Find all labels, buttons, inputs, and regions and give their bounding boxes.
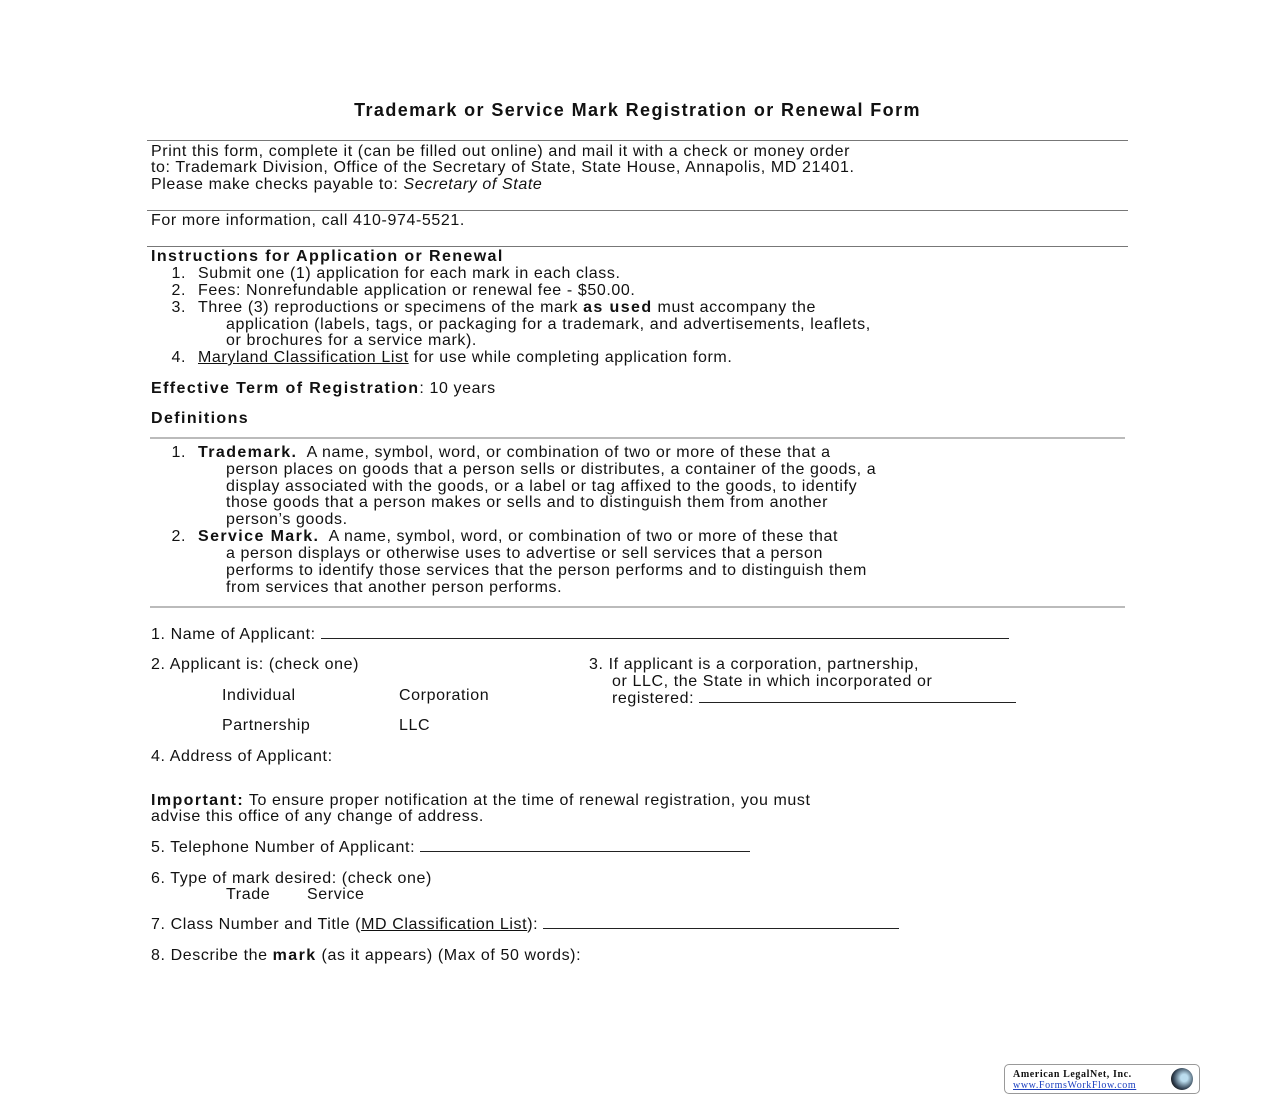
definition-line: a person displays or otherwise uses to advertise or sell services that a person — [226, 545, 824, 562]
divider — [150, 606, 1125, 608]
option-llc[interactable]: LLC — [399, 717, 431, 734]
intro-line-3: Please make checks payable to: Secretary of State — [151, 176, 543, 193]
instruction-1: 1. Submit one (1) application for each mark in each class. — [171, 265, 621, 282]
definition-line: from services that another person performs. — [226, 579, 563, 596]
classification-list-link[interactable]: Maryland Classification List — [198, 349, 409, 366]
important-note-line-2: advise this office of any change of address. — [151, 808, 484, 825]
info-line: For more information, call 410-974-5521. — [151, 212, 465, 229]
name-input[interactable] — [321, 626, 1009, 639]
definition-line: person places on goods that a person sells or distributes, a container of the goods, a — [226, 461, 877, 478]
applicant-type-label: 2. Applicant is: (check one) — [151, 656, 360, 673]
globe-icon — [1171, 1068, 1193, 1090]
class-input[interactable] — [543, 916, 899, 929]
definition-trademark: 1. Trademark. A name, symbol, word, or combination of two or more of these that a — [171, 444, 831, 461]
definition-line: performs to identify those services that the person performs and to distinguish them — [226, 562, 867, 579]
state-field: registered: — [612, 690, 1016, 707]
telephone-field: 5. Telephone Number of Applicant: — [151, 839, 750, 856]
company-url[interactable]: www.FormsWorkFlow.com — [1013, 1080, 1137, 1091]
definition-line: person’s goods. — [226, 511, 348, 528]
state-question-line-2: or LLC, the State in which incorporated or — [612, 673, 933, 690]
state-input[interactable] — [699, 690, 1016, 703]
state-question: 3. If applicant is a corporation, partnership, — [589, 656, 919, 673]
option-corporation[interactable]: Corporation — [399, 687, 490, 704]
divider — [147, 140, 1128, 141]
effective-term: Effective Term of Registration: 10 years — [151, 380, 496, 397]
name-of-applicant-field: 1. Name of Applicant: — [151, 626, 1009, 643]
divider — [147, 246, 1128, 247]
option-partnership[interactable]: Partnership — [222, 717, 311, 734]
intro-line-2: to: Trademark Division, Office of the Secretary of State, State House, Annapolis, MD 21401. — [151, 159, 855, 176]
instruction-3-line-2: application (labels, tags, or packaging for a trademark, and advertisements, leaflets, — [226, 316, 871, 333]
definition-line: those goods that a person makes or sells and to distinguish them from another — [226, 494, 829, 511]
company-name: American LegalNet, Inc. — [1013, 1069, 1132, 1080]
intro-line-1: Print this form, complete it (can be filled out online) and mail it with a check or money order — [151, 143, 851, 160]
option-service[interactable]: Service — [307, 886, 365, 903]
class-number-field: 7. Class Number and Title (MD Classification List): — [151, 916, 899, 933]
instruction-4: 4. Maryland Classification List for use while completing application form. — [171, 349, 733, 366]
definition-line: display associated with the goods, or a label or tag affixed to the goods, to identify — [226, 478, 858, 495]
footer-logo — [1004, 1064, 1200, 1094]
instruction-3: 3. Three (3) reproductions or specimens of the mark as used must accompany the — [171, 299, 816, 316]
divider — [147, 210, 1128, 211]
divider — [150, 437, 1125, 439]
telephone-input[interactable] — [420, 839, 750, 852]
definition-service-mark: 2. Service Mark. A name, symbol, word, or combination of two or more of these that — [171, 528, 839, 545]
option-individual[interactable]: Individual — [222, 687, 296, 704]
instructions-heading: Instructions for Application or Renewal — [151, 248, 504, 265]
describe-mark-label: 8. Describe the mark (as it appears) (Max of 50 words): — [151, 947, 582, 964]
mark-type-label: 6. Type of mark desired: (check one) — [151, 870, 432, 887]
instruction-3-line-3: or brochures for a service mark). — [226, 332, 477, 349]
important-note: Important: To ensure proper notification at the time of renewal registration, you must — [151, 792, 811, 809]
instruction-2: 2. Fees: Nonrefundable application or renewal fee - $50.00. — [171, 282, 636, 299]
page-title: Trademark or Service Mark Registration or Renewal Form — [354, 100, 921, 120]
md-classification-link[interactable]: MD Classification List — [361, 916, 528, 933]
definitions-heading: Definitions — [151, 410, 250, 427]
address-label: 4. Address of Applicant: — [151, 748, 333, 765]
option-trade[interactable]: Trade — [226, 886, 271, 903]
